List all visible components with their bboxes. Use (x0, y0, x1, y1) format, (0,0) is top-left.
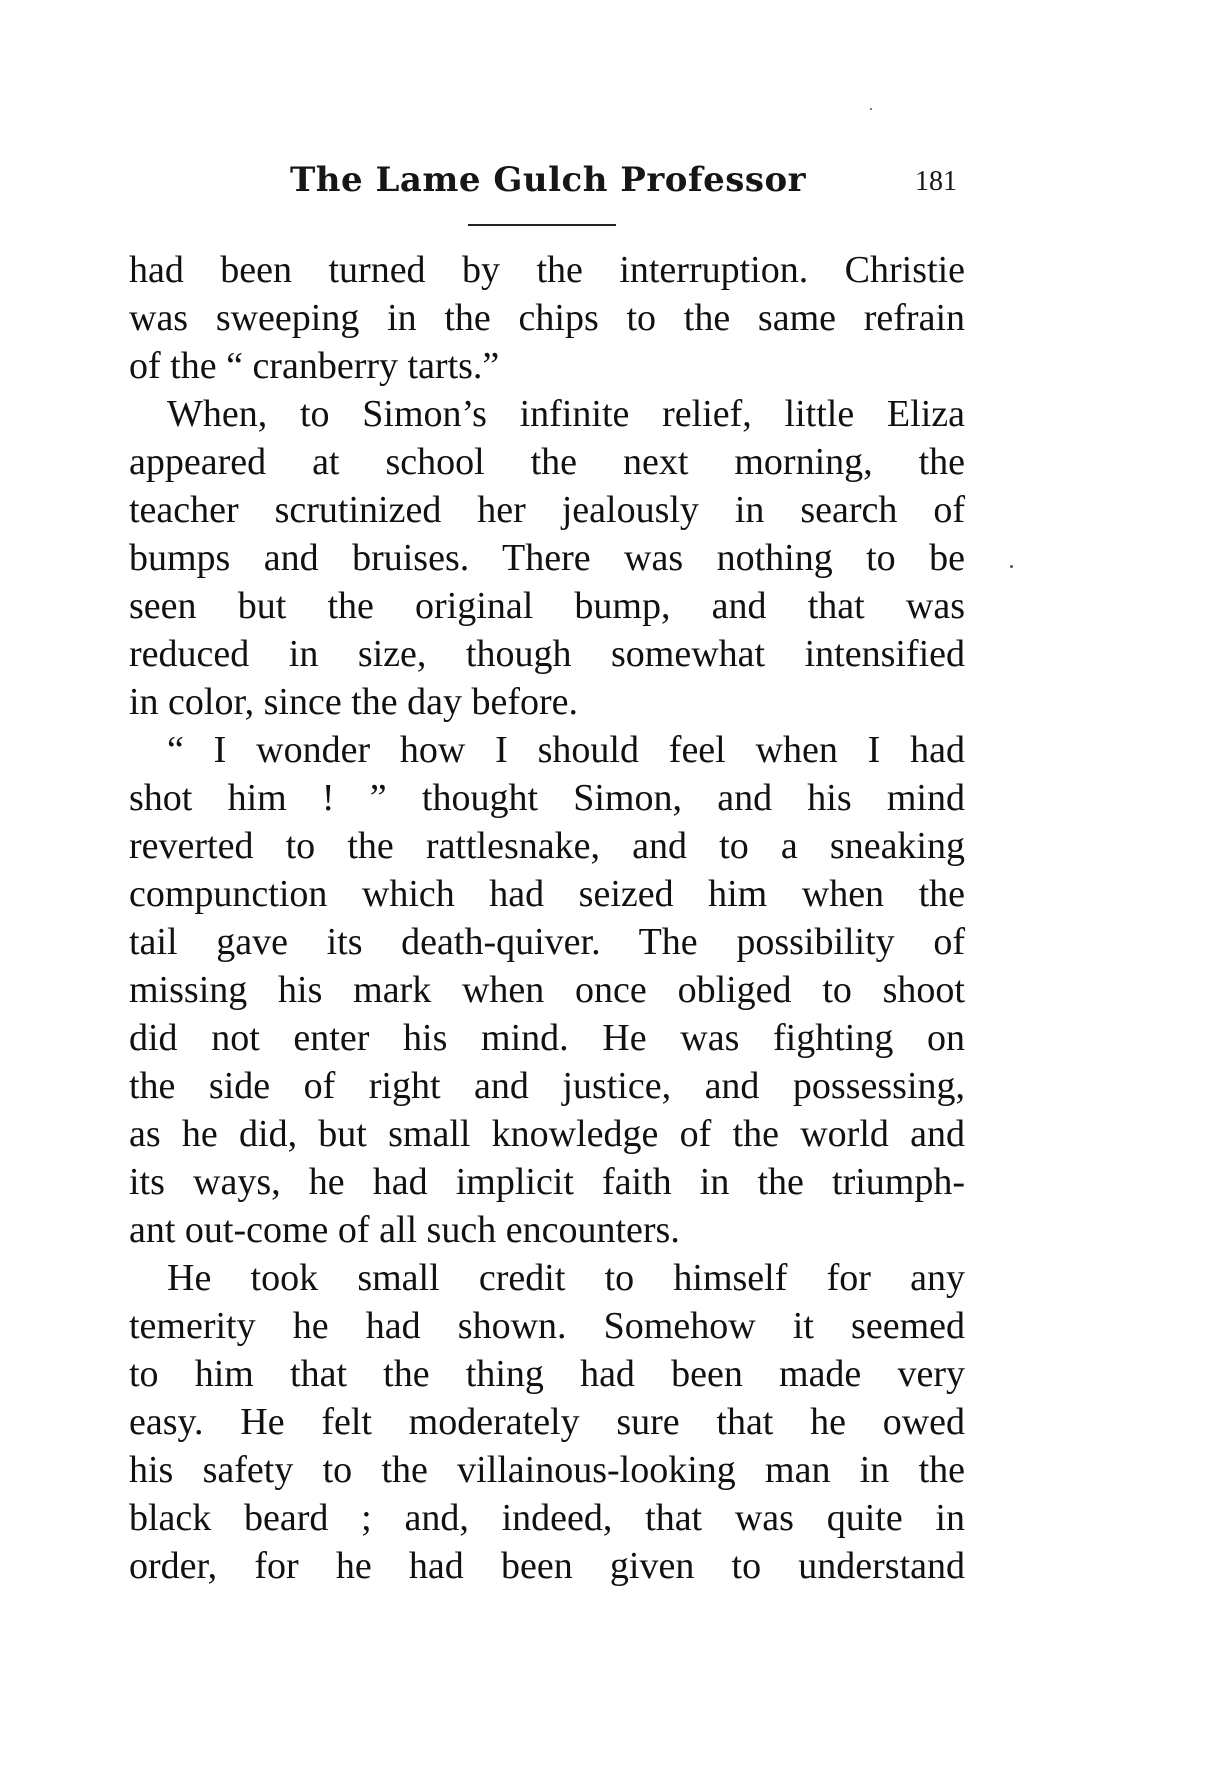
text-line: reduced in size, though somewhat intensified (129, 633, 965, 675)
text-line: black beard ; and, indeed, that was quite in (129, 1497, 965, 1539)
running-title: The Lame Gulch Professor (290, 160, 807, 200)
text-line: its ways, he had implicit faith in the triumph- (129, 1161, 965, 1203)
text-line: the side of right and justice, and possessing, (129, 1065, 965, 1107)
text-line: to him that the thing had been made very (129, 1353, 965, 1395)
text-line: teacher scrutinized her jealously in search of (129, 489, 965, 531)
text-line: reverted to the rattlesnake, and to a sneaking (129, 825, 965, 867)
text-line: as he did, but small knowledge of the world and (129, 1113, 965, 1155)
text-line: ant out-come of all such encounters. (129, 1209, 680, 1251)
text-line: temerity he had shown. Somehow it seemed (129, 1305, 965, 1347)
paper-speck (870, 108, 872, 110)
paper-speck (1010, 565, 1013, 568)
text-line: missing his mark when once obliged to shoot (129, 969, 965, 1011)
text-line: had been turned by the interruption. Christie (129, 249, 965, 291)
text-line: When, to Simon’s infinite relief, little Eliza (167, 393, 965, 435)
page-number: 181 (915, 166, 957, 197)
header-rule (468, 224, 616, 226)
text-line: in color, since the day before. (129, 681, 579, 723)
text-line: appeared at school the next morning, the (129, 441, 965, 483)
text-line: He took small credit to himself for any (167, 1257, 965, 1299)
text-line: shot him ! ” thought Simon, and his mind (129, 777, 965, 819)
text-line: “ I wonder how I should feel when I had (167, 729, 965, 771)
text-line: tail gave its death-quiver. The possibility of (129, 921, 965, 963)
text-line: did not enter his mind. He was fighting on (129, 1017, 965, 1059)
text-line: his safety to the villainous-looking man in the (129, 1449, 965, 1491)
text-line: was sweeping in the chips to the same refrain (129, 297, 965, 339)
body-text (129, 246, 965, 1590)
text-line: bumps and bruises. There was nothing to be (129, 537, 965, 579)
text-line: easy. He felt moderately sure that he owed (129, 1401, 965, 1443)
text-line: of the “ cranberry tarts.” (129, 345, 500, 387)
text-line: compunction which had seized him when the (129, 873, 965, 915)
text-line: order, for he had been given to understand (129, 1545, 965, 1587)
text-line: seen but the original bump, and that was (129, 585, 965, 627)
